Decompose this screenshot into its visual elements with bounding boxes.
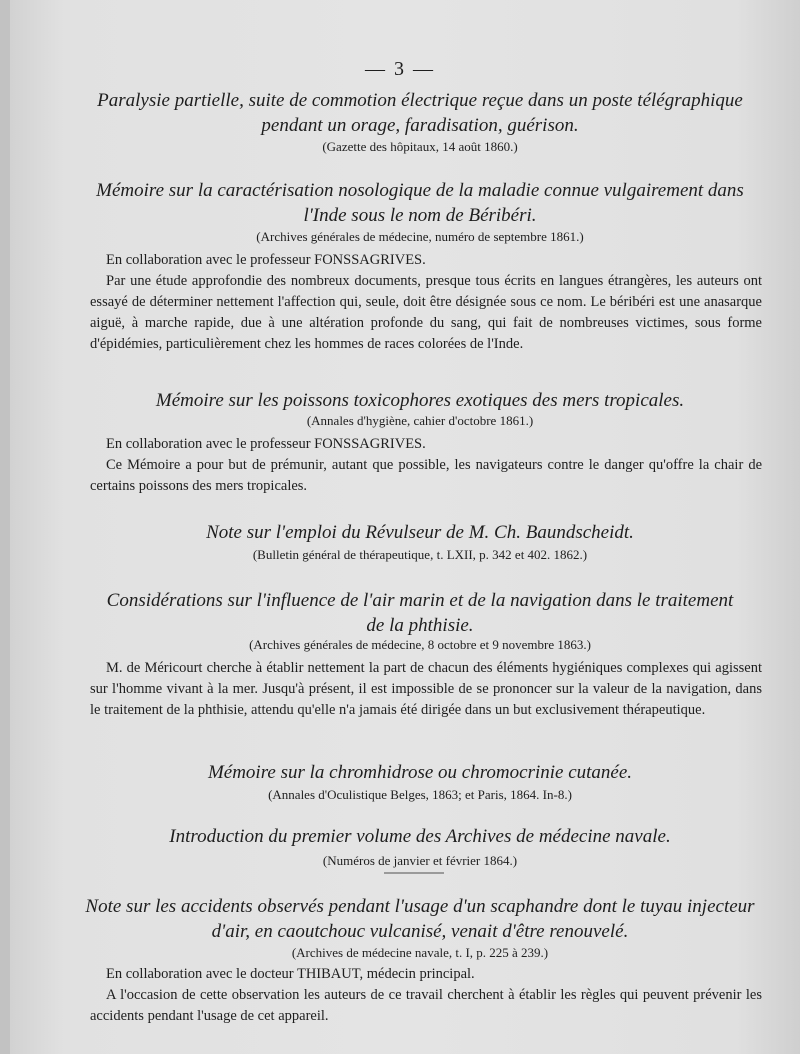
entry-3-collaboration: En collaboration avec le professeur FONSSAGRIVES. bbox=[106, 436, 426, 452]
entry-1-title bbox=[60, 88, 780, 138]
entry-5-title bbox=[60, 588, 780, 638]
entry-7-title-line-1: Introduction du premier volume des Archives de médecine navale. bbox=[169, 826, 671, 847]
entry-6-title bbox=[60, 760, 780, 785]
entry-4-source: (Bulletin général de thérapeutique, t. LXII, p. 342 et 402. 1862.) bbox=[252, 547, 588, 562]
entry-1-source: (Gazette des hôpitaux, 14 août 1860.) bbox=[322, 139, 518, 154]
entry-8-title-line-1: Note sur les accidents observés pendant l'usage d'un scaphandre dont le tuyau injecteur bbox=[85, 896, 755, 917]
entry-1-title-line-1: Paralysie partielle, suite de commotion électrique reçue dans un poste télégraphique bbox=[97, 90, 743, 111]
entry-8-source: (Archives de médecine navale, t. I, p. 225 à 239.) bbox=[291, 945, 549, 960]
entry-2-title-line-2: l'Inde sous le nom de Béribéri. bbox=[303, 205, 537, 226]
entry-2-collaboration: En collaboration avec le professeur FONSSAGRIVES. bbox=[106, 252, 426, 268]
entry-2-body bbox=[90, 250, 762, 355]
page-edge-shadow bbox=[0, 0, 10, 1054]
entry-8-title-line-2: d'air, en caoutchouc vulcanisé, venait d'être renouvelé. bbox=[211, 921, 629, 942]
entry-3-title bbox=[60, 388, 780, 413]
entry-4-title bbox=[60, 520, 780, 545]
entry-7-title bbox=[60, 824, 780, 849]
entry-6-title-line-1: Mémoire sur la chromhidrose ou chromocrinie cutanée. bbox=[207, 762, 633, 783]
entry-3-title-line-1: Mémoire sur les poissons toxicophores exotiques des mers tropicales. bbox=[155, 390, 685, 411]
entry-7-source: (Numéros de janvier et février 1864.) bbox=[322, 853, 518, 868]
entry-4-title-line-1: Note sur l'emploi du Révulseur de M. Ch. Baundscheidt. bbox=[206, 522, 634, 543]
entry-2-title bbox=[60, 178, 780, 228]
entry-5-source: (Archives générales de médecine, 8 octobre et 9 novembre 1863.) bbox=[249, 637, 591, 652]
entry-8-title bbox=[60, 894, 780, 944]
entry-8-collaboration: En collaboration avec le docteur THIBAUT, médecin principal. bbox=[106, 966, 475, 982]
entry-8-body bbox=[90, 964, 762, 1027]
entry-5-summary: M. de Méricourt cherche à établir nettement la part de chacun des éléments hygiéniques complexes qui agissent sur l'homme vivant à la mer. Jusqu'à présent, il est impossible de se prononcer sur la valeur de la navigation, dans le traitement de la phthisie, attendu qu'elle n'a jamais été dirigée dans un but exclusivement thérapeutique. bbox=[90, 660, 762, 718]
entry-3-summary: Ce Mémoire a pour but de prémunir, autant que possible, les navigateurs contre le danger qu'offre la chair de certains poissons des mers tropicales. bbox=[90, 457, 762, 494]
entry-1-title-line-2: pendant un orage, faradisation, guérison. bbox=[261, 115, 579, 136]
entry-3-body bbox=[90, 434, 762, 497]
entry-8-summary: A l'occasion de cette observation les auteurs de ce travail cherchent à établir les règles qui peuvent prévenir les accidents pendant l'usage de cet appareil. bbox=[90, 987, 762, 1024]
entry-5-title-line-2: de la phthisie. bbox=[366, 615, 474, 636]
entry-5-title-line-1: Considérations sur l'influence de l'air marin et de la navigation dans le traitement bbox=[106, 590, 734, 611]
page-number: — 3 — bbox=[365, 58, 435, 80]
entry-2-source: (Archives générales de médecine, numéro de septembre 1861.) bbox=[256, 229, 584, 244]
entry-2-summary: Par une étude approfondie des nombreux documents, presque tous écrits en langues étrangères, les auteurs ont essayé de déterminer nettement l'affection qui, seule, doit être désignée sous ce nom. Le béribéri est une anasarque aiguë, à marche rapide, due à une altération profonde du sang, qui fait de nombreuses victimes, sous forme d'épidémies, particulièrement chez les hommes de races colorées de l'Inde. bbox=[90, 273, 762, 352]
entry-6-source: (Annales d'Oculistique Belges, 1863; et Paris, 1864. In-8.) bbox=[268, 787, 572, 802]
entry-2-title-line-1: Mémoire sur la caractérisation nosologique de la maladie connue vulgairement dans bbox=[96, 180, 744, 201]
separator-rule bbox=[384, 872, 444, 874]
entry-3-source: (Annales d'hygiène, cahier d'octobre 1861.) bbox=[306, 413, 534, 428]
entry-5-body bbox=[90, 658, 762, 721]
